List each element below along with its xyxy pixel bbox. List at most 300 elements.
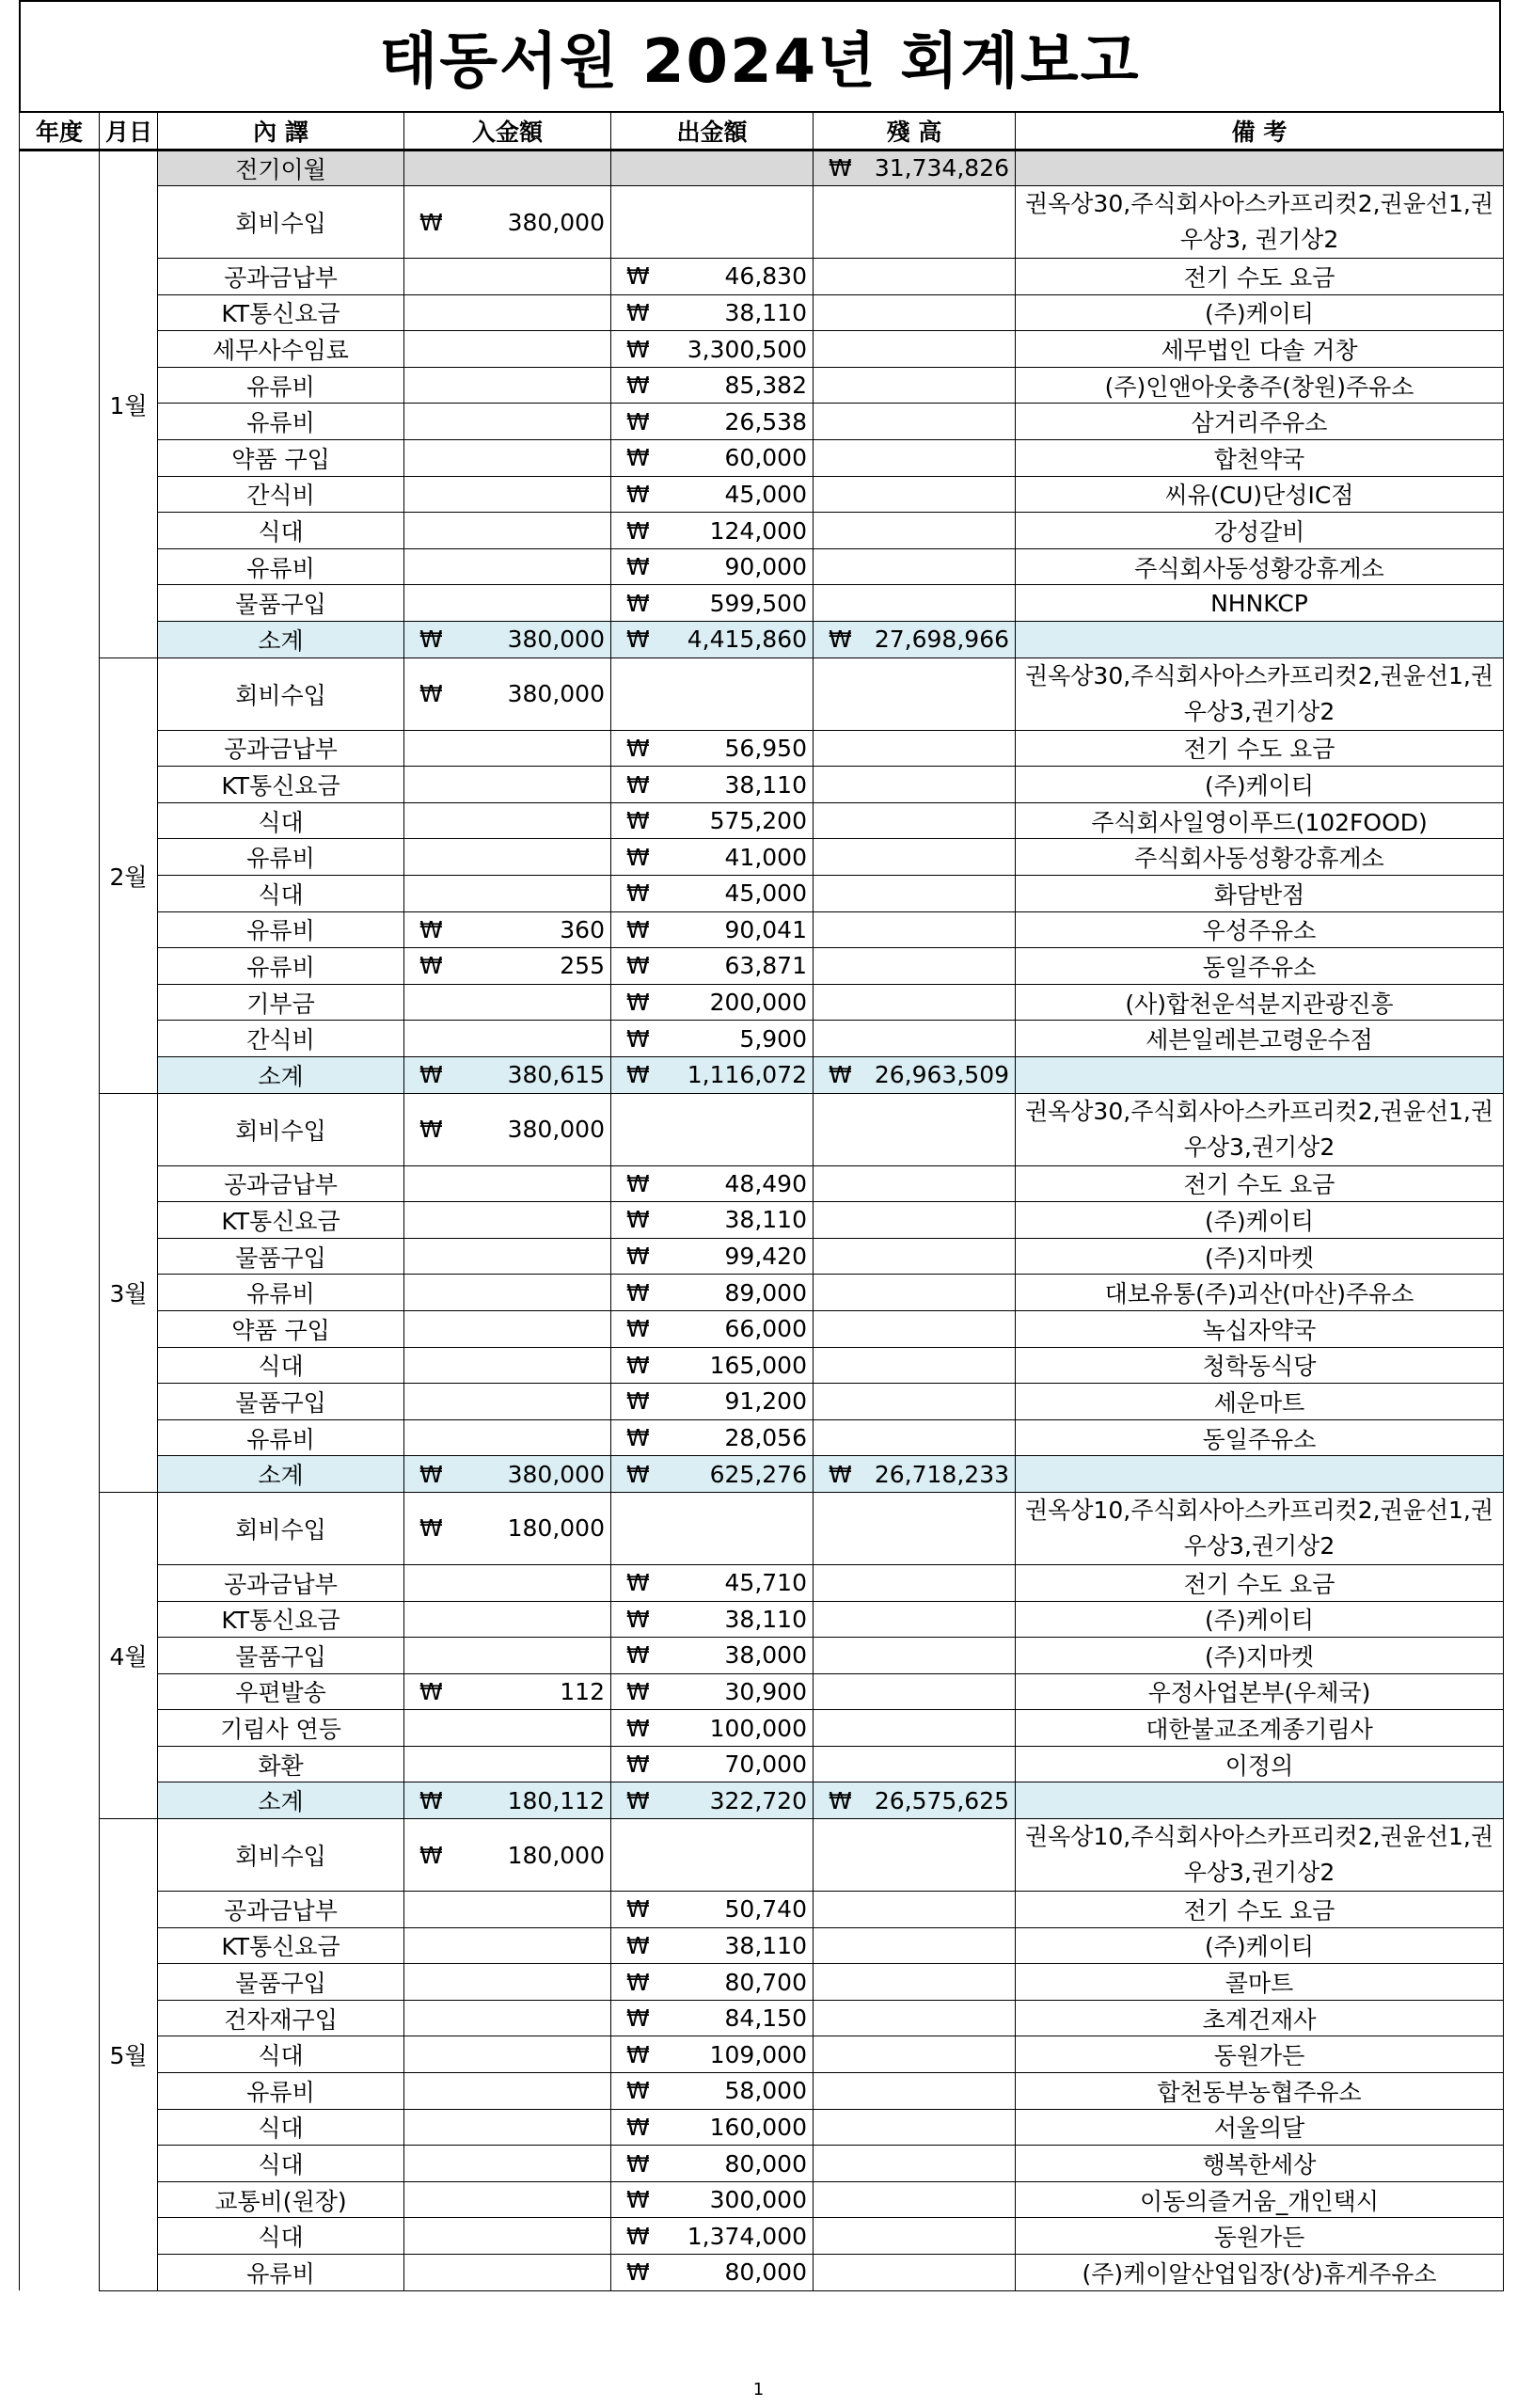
- item-description: 우편발송: [158, 1673, 404, 1710]
- won-sign: ₩: [626, 1786, 650, 1814]
- expense-cell: [611, 1165, 814, 1202]
- won-sign: ₩: [626, 335, 650, 363]
- expense-cell: [611, 2218, 814, 2255]
- table-row: [20, 367, 1504, 404]
- header-month: 月日: [100, 112, 158, 150]
- item-description: 약품 구입: [158, 440, 404, 477]
- won-sign: ₩: [419, 1841, 443, 1869]
- item-description: 간식비: [158, 476, 404, 513]
- won-sign: ₩: [626, 989, 650, 1017]
- item-description: 식대: [158, 2218, 404, 2255]
- item-description: 유류비: [158, 948, 404, 985]
- expense-cell: [611, 2255, 814, 2291]
- won-sign: ₩: [626, 952, 650, 980]
- balance-cell: [814, 657, 1016, 730]
- item-description: 소계: [158, 1782, 404, 1819]
- month-cell: 2월: [100, 657, 158, 1093]
- report-title-box: [19, 0, 1501, 111]
- header-balance: 殘 高: [814, 112, 1016, 150]
- table-row: [20, 1638, 1504, 1674]
- table-row: [20, 294, 1504, 331]
- expense-amount: 38,110: [724, 1605, 807, 1633]
- income-cell: [404, 1347, 611, 1384]
- item-description: 유류비: [158, 1275, 404, 1311]
- item-description: 유류비: [158, 367, 404, 404]
- income-amount: 380,615: [507, 1061, 605, 1089]
- balance-cell: [814, 730, 1016, 767]
- income-amount: 360: [560, 915, 605, 943]
- expense-amount: 46,830: [724, 262, 807, 291]
- memo-cell: [1016, 1056, 1504, 1093]
- won-sign: ₩: [626, 843, 650, 871]
- income-amount: 380,000: [507, 626, 605, 654]
- item-description: KT통신요금: [158, 1202, 404, 1239]
- income-cell: [404, 1419, 611, 1456]
- memo-cell: 권옥상30,주식회사아스카프리컷2,권윤선1,권우상3,권기상2: [1016, 657, 1504, 730]
- won-sign: ₩: [626, 1460, 650, 1488]
- won-sign: ₩: [626, 262, 650, 291]
- memo-cell: [1016, 1456, 1504, 1493]
- income-cell: [404, 876, 611, 912]
- balance-cell: [814, 839, 1016, 876]
- expense-cell: [611, 839, 814, 876]
- month-cell: 5월: [100, 1819, 158, 2291]
- balance-cell: [814, 294, 1016, 331]
- won-sign: ₩: [626, 2113, 650, 2141]
- memo-cell: 합천동부농협주유소: [1016, 2073, 1504, 2110]
- income-cell: [404, 2218, 611, 2255]
- income-cell: [404, 1673, 611, 1710]
- balance-amount: 26,575,625: [874, 1786, 1009, 1814]
- memo-cell: 서울의달: [1016, 2109, 1504, 2146]
- table-row: [20, 1710, 1504, 1747]
- table-row: [20, 984, 1504, 1021]
- table-row: [20, 657, 1504, 730]
- expense-cell: [611, 585, 814, 622]
- income-cell: [404, 622, 611, 658]
- expense-cell: [611, 1093, 814, 1165]
- balance-cell: [814, 513, 1016, 549]
- header-income: 入金額: [404, 112, 611, 150]
- income-cell: [404, 440, 611, 477]
- balance-cell: [814, 2181, 1016, 2218]
- income-amount: 180,112: [507, 1786, 605, 1814]
- won-sign: ₩: [626, 1751, 650, 1779]
- memo-cell: 이정의: [1016, 1746, 1504, 1782]
- balance-cell: [814, 802, 1016, 839]
- income-cell: [404, 984, 611, 1021]
- memo-cell: (주)지마켓: [1016, 1238, 1504, 1275]
- table-row: [20, 2073, 1504, 2110]
- balance-cell: [814, 2036, 1016, 2073]
- table-row: [20, 1892, 1504, 1928]
- income-amount: 380,000: [507, 1116, 605, 1144]
- balance-cell: [814, 1564, 1016, 1601]
- income-cell: [404, 1964, 611, 2001]
- expense-amount: 90,000: [724, 553, 807, 581]
- expense-amount: 41,000: [724, 843, 807, 871]
- expense-amount: 63,871: [724, 952, 807, 980]
- expense-cell: [611, 1310, 814, 1347]
- item-description: KT통신요금: [158, 1601, 404, 1638]
- income-cell: [404, 948, 611, 985]
- expense-cell: [611, 548, 814, 585]
- balance-cell: [814, 948, 1016, 985]
- expense-cell: [611, 440, 814, 477]
- table-row: [20, 1419, 1504, 1456]
- item-description: 물품구입: [158, 1638, 404, 1674]
- year-cell: [20, 150, 100, 2290]
- expense-cell: [611, 2109, 814, 2146]
- balance-cell: [814, 476, 1016, 513]
- expense-cell: [611, 730, 814, 767]
- item-description: 유류비: [158, 2073, 404, 2110]
- item-description: 식대: [158, 513, 404, 549]
- balance-cell: [814, 1492, 1016, 1564]
- balance-cell: [814, 404, 1016, 440]
- item-description: 소계: [158, 1456, 404, 1493]
- item-description: 회비수입: [158, 657, 404, 730]
- won-sign: ₩: [419, 1677, 443, 1705]
- item-description: 유류비: [158, 839, 404, 876]
- expense-cell: [611, 1892, 814, 1928]
- item-description: 공과금납부: [158, 1564, 404, 1601]
- balance-cell: [814, 622, 1016, 658]
- balance-cell: [814, 1165, 1016, 1202]
- memo-cell: 동원가든: [1016, 2036, 1504, 2073]
- expense-cell: [611, 622, 814, 658]
- memo-cell: 콜마트: [1016, 1964, 1504, 2001]
- item-description: KT통신요금: [158, 1927, 404, 1964]
- won-sign: ₩: [626, 626, 650, 654]
- won-sign: ₩: [626, 1641, 650, 1670]
- balance-cell: [814, 1238, 1016, 1275]
- won-sign: ₩: [626, 1677, 650, 1705]
- table-row: [20, 1746, 1504, 1782]
- month-cell: 3월: [100, 1093, 158, 1492]
- balance-cell: [814, 367, 1016, 404]
- balance-cell: [814, 1746, 1016, 1782]
- table-row: [20, 1492, 1504, 1564]
- won-sign: ₩: [829, 154, 852, 182]
- memo-cell: 권옥상10,주식회사아스카프리컷2,권윤선1,권우상3,권기상2: [1016, 1819, 1504, 1892]
- memo-cell: 세븐일레븐고령운수점: [1016, 1021, 1504, 1057]
- expense-cell: [611, 186, 814, 259]
- item-description: 유류비: [158, 2255, 404, 2291]
- expense-amount: 38,110: [724, 298, 807, 326]
- income-cell: [404, 1492, 611, 1564]
- table-row: [20, 2036, 1504, 2073]
- balance-cell: [814, 1384, 1016, 1420]
- expense-amount: 4,415,860: [687, 626, 807, 654]
- income-cell: [404, 585, 611, 622]
- expense-amount: 160,000: [709, 2113, 807, 2141]
- income-cell: [404, 259, 611, 295]
- expense-cell: [611, 767, 814, 803]
- won-sign: ₩: [626, 1714, 650, 1742]
- balance-amount: 26,963,509: [874, 1061, 1009, 1089]
- won-sign: ₩: [626, 1895, 650, 1924]
- won-sign: ₩: [829, 1786, 852, 1814]
- expense-amount: 99,420: [724, 1243, 807, 1271]
- expense-cell: [611, 1638, 814, 1674]
- won-sign: ₩: [626, 372, 650, 400]
- won-sign: ₩: [626, 807, 650, 835]
- income-cell: [404, 548, 611, 585]
- table-row: [20, 802, 1504, 839]
- expense-cell: [611, 2181, 814, 2218]
- expense-cell: [611, 1782, 814, 1819]
- item-description: 세무사수임료: [158, 331, 404, 368]
- expense-cell: [611, 1202, 814, 1239]
- month-cell: 1월: [100, 150, 158, 657]
- item-description: 유류비: [158, 404, 404, 440]
- income-cell: [404, 331, 611, 368]
- expense-cell: [611, 404, 814, 440]
- won-sign: ₩: [626, 2040, 650, 2068]
- table-row: [20, 259, 1504, 295]
- ledger-body: [20, 150, 1504, 2290]
- table-row: [20, 2146, 1504, 2182]
- subtotal-row: [20, 1056, 1504, 1093]
- memo-cell: 씨유(CU)단성IC점: [1016, 476, 1504, 513]
- income-cell: [404, 1202, 611, 1239]
- won-sign: ₩: [626, 1605, 650, 1633]
- income-cell: [404, 1710, 611, 1747]
- memo-cell: 주식회사일영이푸드(102FOOD): [1016, 802, 1504, 839]
- balance-cell: [814, 1021, 1016, 1057]
- expense-amount: 5,900: [739, 1024, 807, 1053]
- won-sign: ₩: [829, 626, 852, 654]
- memo-cell: (주)케이티: [1016, 294, 1504, 331]
- balance-cell: [814, 259, 1016, 295]
- table-row: [20, 476, 1504, 513]
- won-sign: ₩: [626, 915, 650, 943]
- item-description: 유류비: [158, 1419, 404, 1456]
- income-cell: [404, 2181, 611, 2218]
- item-description: 식대: [158, 876, 404, 912]
- memo-cell: 우정사업본부(우체국): [1016, 1673, 1504, 1710]
- table-row: [20, 1819, 1504, 1892]
- expense-cell: [611, 294, 814, 331]
- item-description: 회비수입: [158, 186, 404, 259]
- balance-cell: [814, 1819, 1016, 1892]
- balance-cell: [814, 1673, 1016, 1710]
- won-sign: ₩: [829, 1061, 852, 1089]
- expense-amount: 70,000: [724, 1751, 807, 1779]
- expense-cell: [611, 1384, 814, 1420]
- table-row: [20, 1021, 1504, 1057]
- memo-cell: 청학동식당: [1016, 1347, 1504, 1384]
- memo-cell: 동일주유소: [1016, 1419, 1504, 1456]
- expense-amount: 58,000: [724, 2077, 807, 2105]
- income-cell: [404, 730, 611, 767]
- expense-cell: [611, 476, 814, 513]
- income-cell: [404, 1927, 611, 1964]
- balance-cell: [814, 1056, 1016, 1093]
- memo-cell: 녹십자약국: [1016, 1310, 1504, 1347]
- expense-amount: 80,000: [724, 2149, 807, 2178]
- won-sign: ₩: [829, 1460, 852, 1488]
- table-row: [20, 2218, 1504, 2255]
- item-description: 회비수입: [158, 1492, 404, 1564]
- balance-cell: [814, 1964, 1016, 2001]
- memo-cell: 삼거리주유소: [1016, 404, 1504, 440]
- table-row: [20, 948, 1504, 985]
- income-cell: [404, 1564, 611, 1601]
- income-cell: [404, 1601, 611, 1638]
- income-cell: [404, 839, 611, 876]
- expense-amount: 575,200: [709, 807, 807, 835]
- expense-cell: [611, 1275, 814, 1311]
- header-expense: 出金額: [611, 112, 814, 150]
- income-cell: [404, 1275, 611, 1311]
- income-amount: 380,000: [507, 1460, 605, 1488]
- balance-cell: [814, 911, 1016, 948]
- memo-cell: 대한불교조계종기림사: [1016, 1710, 1504, 1747]
- table-row: [20, 585, 1504, 622]
- item-description: 공과금납부: [158, 259, 404, 295]
- balance-cell: [814, 1782, 1016, 1819]
- item-description: 전기이월: [158, 150, 404, 186]
- item-description: 소계: [158, 622, 404, 658]
- income-cell: [404, 1892, 611, 1928]
- won-sign: ₩: [626, 1387, 650, 1416]
- memo-cell: 세운마트: [1016, 1384, 1504, 1420]
- expense-amount: 625,276: [709, 1460, 807, 1488]
- income-cell: [404, 2036, 611, 2073]
- balance-cell: [814, 984, 1016, 1021]
- table-row: [20, 839, 1504, 876]
- item-description: KT통신요금: [158, 767, 404, 803]
- won-sign: ₩: [626, 1351, 650, 1379]
- expense-amount: 300,000: [709, 2186, 807, 2214]
- expense-amount: 3,300,500: [687, 335, 807, 363]
- item-description: 물품구입: [158, 1384, 404, 1420]
- table-row: [20, 767, 1504, 803]
- carry-forward-row: [20, 150, 1504, 186]
- expense-cell: [611, 1564, 814, 1601]
- item-description: 간식비: [158, 1021, 404, 1057]
- won-sign: ₩: [626, 444, 650, 472]
- income-cell: [404, 1056, 611, 1093]
- table-row: [20, 331, 1504, 368]
- won-sign: ₩: [419, 1514, 443, 1543]
- expense-amount: 38,110: [724, 770, 807, 799]
- table-row: [20, 1384, 1504, 1420]
- balance-cell: [814, 2255, 1016, 2291]
- memo-cell: (주)케이알산업입장(상)휴게주유소: [1016, 2255, 1504, 2291]
- expense-amount: 1,374,000: [687, 2222, 807, 2250]
- item-description: 회비수입: [158, 1093, 404, 1165]
- income-amount: 180,000: [507, 1841, 605, 1869]
- won-sign: ₩: [626, 770, 650, 799]
- expense-cell: [611, 513, 814, 549]
- table-row: [20, 1347, 1504, 1384]
- income-amount: 380,000: [507, 208, 605, 236]
- balance-cell: [814, 585, 1016, 622]
- expense-amount: 322,720: [709, 1786, 807, 1814]
- won-sign: ₩: [626, 1278, 650, 1307]
- expense-amount: 30,900: [724, 1677, 807, 1705]
- income-amount: 112: [560, 1677, 605, 1705]
- table-row: [20, 440, 1504, 477]
- expense-amount: 165,000: [709, 1351, 807, 1379]
- income-cell: [404, 911, 611, 948]
- expense-cell: [611, 1673, 814, 1710]
- subtotal-row: [20, 1782, 1504, 1819]
- table-row: [20, 1202, 1504, 1239]
- table-row: [20, 1165, 1504, 1202]
- income-cell: [404, 1456, 611, 1493]
- memo-cell: 전기 수도 요금: [1016, 730, 1504, 767]
- balance-cell: [814, 1927, 1016, 1964]
- memo-cell: 초계건재사: [1016, 2000, 1504, 2036]
- item-description: 공과금납부: [158, 1165, 404, 1202]
- expense-cell: [611, 1819, 814, 1892]
- won-sign: ₩: [626, 2149, 650, 2178]
- memo-cell: 전기 수도 요금: [1016, 1892, 1504, 1928]
- income-cell: [404, 404, 611, 440]
- won-sign: ₩: [626, 407, 650, 436]
- income-cell: [404, 1093, 611, 1165]
- won-sign: ₩: [626, 553, 650, 581]
- expense-amount: 38,110: [724, 1206, 807, 1234]
- expense-cell: [611, 948, 814, 985]
- income-cell: [404, 367, 611, 404]
- table-row: [20, 1275, 1504, 1311]
- income-cell: [404, 1021, 611, 1057]
- balance-cell: [814, 1892, 1016, 1928]
- income-cell: [404, 186, 611, 259]
- income-cell: [404, 476, 611, 513]
- balance-cell: [814, 1202, 1016, 1239]
- won-sign: ₩: [419, 1460, 443, 1488]
- report-title: 태동서원 2024년 회계보고: [379, 27, 1141, 97]
- expense-amount: 109,000: [709, 2040, 807, 2068]
- won-sign: ₩: [419, 626, 443, 654]
- expense-amount: 26,538: [724, 407, 807, 436]
- table-row: [20, 1964, 1504, 2001]
- table-row: [20, 404, 1504, 440]
- table-row: [20, 1238, 1504, 1275]
- expense-cell: [611, 911, 814, 948]
- table-row: [20, 876, 1504, 912]
- memo-cell: NHNKCP: [1016, 585, 1504, 622]
- expense-amount: 80,000: [724, 2258, 807, 2287]
- header-row: [20, 112, 1504, 150]
- memo-cell: 대보유통(주)괴산(마산)주유소: [1016, 1275, 1504, 1311]
- item-description: 유류비: [158, 911, 404, 948]
- memo-cell: 동원가든: [1016, 2218, 1504, 2255]
- memo-cell: (주)케이티: [1016, 1202, 1504, 1239]
- expense-cell: [611, 1419, 814, 1456]
- won-sign: ₩: [626, 1569, 650, 1597]
- expense-cell: [611, 1456, 814, 1493]
- memo-cell: (사)합천운석분지관광진흥: [1016, 984, 1504, 1021]
- won-sign: ₩: [626, 1968, 650, 1996]
- won-sign: ₩: [626, 734, 650, 762]
- won-sign: ₩: [626, 1315, 650, 1343]
- item-description: 공과금납부: [158, 730, 404, 767]
- income-cell: [404, 1819, 611, 1892]
- balance-cell: [814, 767, 1016, 803]
- expense-cell: [611, 876, 814, 912]
- income-cell: [404, 513, 611, 549]
- item-description: 유류비: [158, 548, 404, 585]
- won-sign: ₩: [626, 1061, 650, 1089]
- expense-cell: [611, 2000, 814, 2036]
